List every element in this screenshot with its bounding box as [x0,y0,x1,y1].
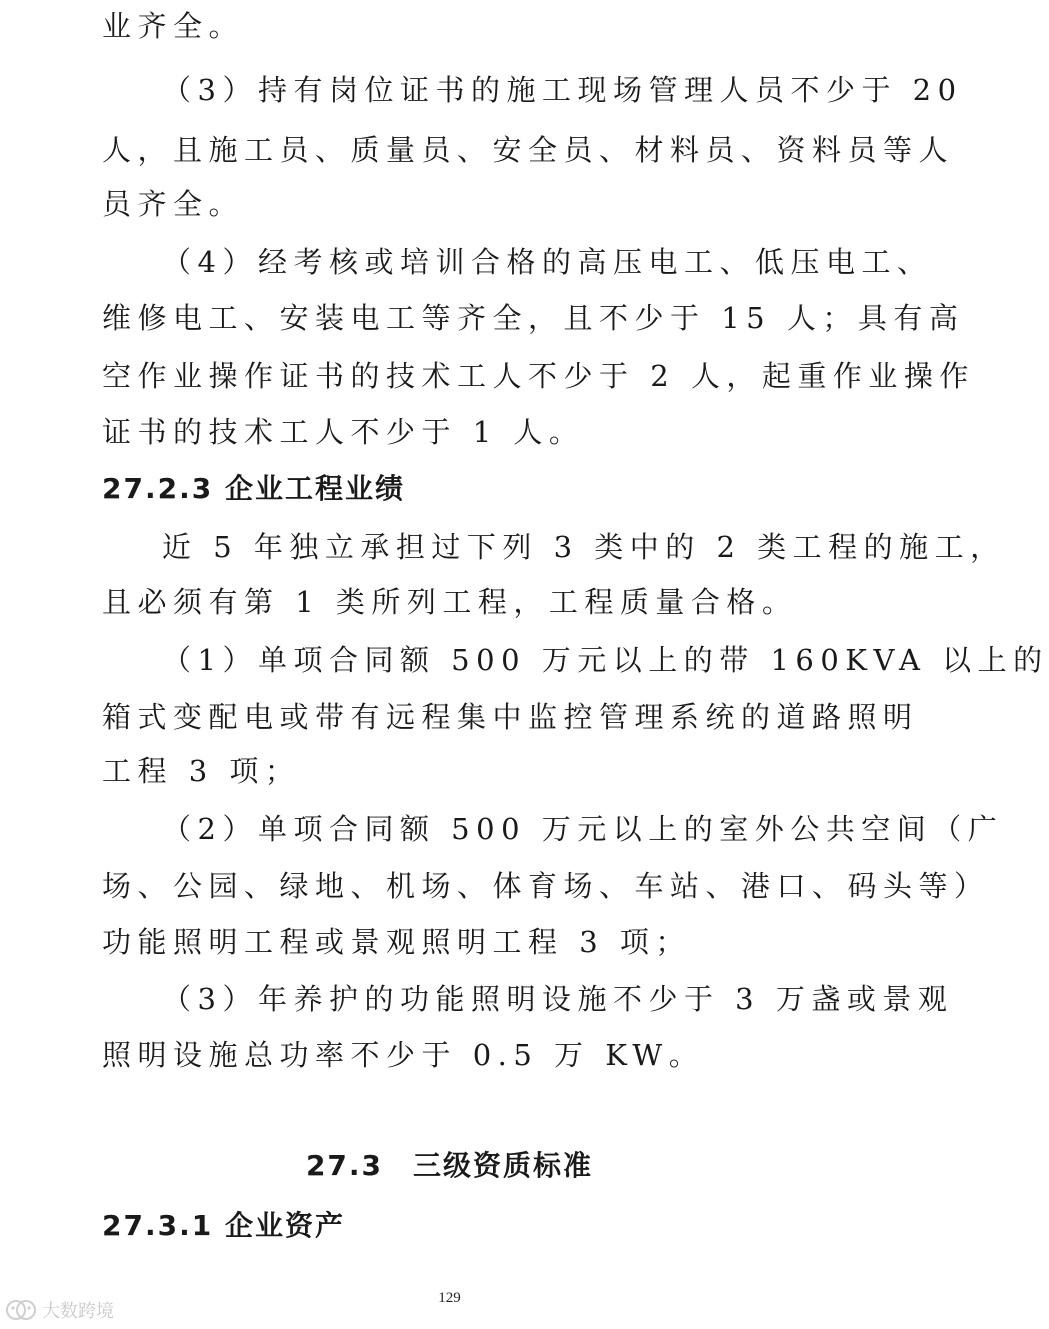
text-line: 近 5 年独立承担过下列 3 类中的 2 类工程的施工， [162,530,1006,564]
text-line: 员齐全。 [102,187,245,221]
text-line: 维修电工、安装电工等齐全，且不少于 15 人；具有高 [102,301,965,335]
text-line: 空作业操作证书的技术工人不少于 2 人，起重作业操作 [102,359,975,393]
text-line: 工程 3 项； [102,754,301,788]
text-line: 且必须有第 1 类所列工程，工程质量合格。 [102,585,798,619]
page-number: 129 [438,1290,461,1306]
text-line: 照明设施总功率不少于 0.5 万 KW。 [102,1038,705,1072]
text-line: 箱式变配电或带有远程集中监控管理系统的道路照明 [102,700,919,734]
text-line: 证书的技术工人不少于 1 人。 [102,415,585,449]
text-line: 人，且施工员、质量员、安全员、材料员、资料员等人 [102,133,955,167]
text-line: 业齐全。 [102,9,245,43]
text-line: 场、公园、绿地、机场、体育场、车站、港口、码头等） [102,869,990,903]
text-line: （3）年养护的功能照明设施不少于 3 万盏或景观 [162,982,954,1016]
watermark-logo-icon [6,1297,36,1323]
text-line: 功能照明工程或景观照明工程 3 项； [102,925,691,959]
watermark [6,1297,114,1323]
watermark-text: 大数跨境 [42,1301,114,1322]
text-line: （4）经考核或培训合格的高压电工、低压电工、 [162,245,933,279]
text-line: （1）单项合同额 500 万元以上的带 160KVA 以上的 [162,643,1049,677]
section-heading-27-3: 27.3 三级资质标准 [305,1149,594,1182]
section-heading-27-3-1: 27.3.1 企业资产 [102,1209,345,1242]
section-heading-27-2-3: 27.2.3 企业工程业绩 [102,472,405,505]
text-line: （3）持有岗位证书的施工现场管理人员不少于 20 [162,73,963,107]
text-line: （2）单项合同额 500 万元以上的室外公共空间（广 [162,812,1004,846]
